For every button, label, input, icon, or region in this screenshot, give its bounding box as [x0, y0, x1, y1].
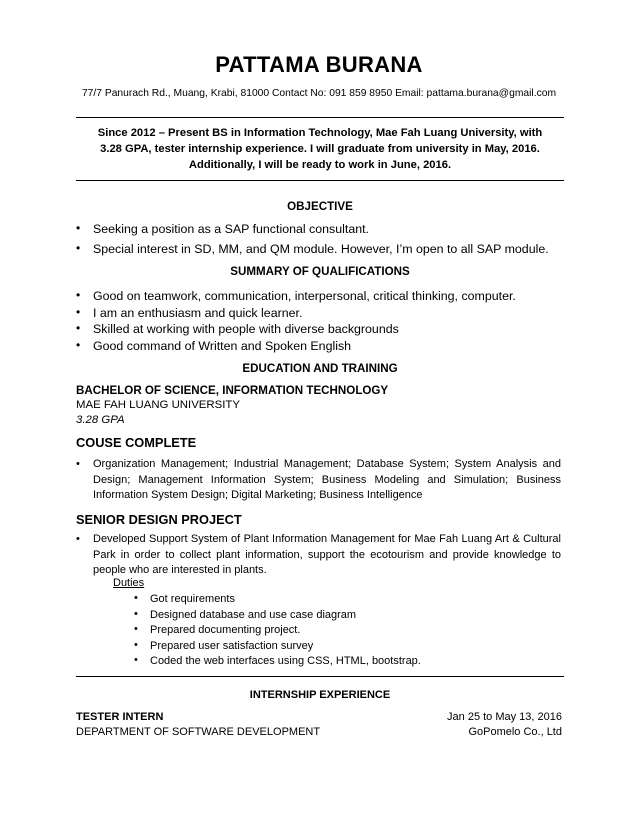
degree-title: BACHELOR OF SCIENCE, INFORMATION TECHNOLOGY — [76, 384, 389, 397]
candidate-name: PATTAMA BURANA — [215, 52, 423, 77]
bullet-icon: • — [76, 458, 80, 470]
bullet-icon: • — [134, 623, 138, 635]
gpa-value: 3.28 GPA — [76, 414, 125, 426]
bullet-icon: • — [134, 639, 138, 651]
university-name: MAE FAH LUANG UNIVERSITY — [76, 399, 240, 411]
duties-label: Duties — [113, 577, 145, 589]
bullet-icon: • — [76, 321, 81, 335]
internship-company: GoPomelo Co., Ltd — [468, 726, 562, 738]
bullet-icon: • — [76, 288, 81, 302]
internship-department: DEPARTMENT OF SOFTWARE DEVELOPMENT — [76, 726, 321, 738]
bullet-icon: • — [134, 654, 138, 666]
internship-role: TESTER INTERN — [76, 711, 164, 723]
bullet-icon: • — [76, 338, 81, 352]
bullet-icon: • — [76, 305, 81, 319]
courses-heading: COUSE COMPLETE — [76, 435, 197, 450]
internship-heading: INTERNSHIP EXPERIENCE — [249, 689, 391, 701]
top-divider — [76, 117, 564, 118]
summary-divider — [76, 180, 564, 181]
contact-line: 77/7 Panurach Rd., Muang, Krabi, 81000 Contact No: 091 859 8950 Email: pattama.burana@gmail.com — [81, 88, 557, 99]
courses-list: Organization Management; Industrial Management; Database System; System Analysis and Design; Management Information System; Business Modeling and Simulation; Business Information System Design; Digital Marketing; Business Intelligence — [93, 458, 561, 501]
internship-dates: Jan 25 to May 13, 2016 — [447, 711, 562, 723]
bullet-icon: • — [76, 241, 81, 255]
bullet-icon: • — [134, 608, 138, 620]
bullet-icon: • — [76, 533, 80, 545]
summary-block — [76, 125, 564, 173]
internship-divider — [76, 676, 564, 677]
senior-project-heading: SENIOR DESIGN PROJECT — [76, 512, 242, 527]
objective-heading: OBJECTIVE — [287, 200, 353, 213]
resume-page: PATTAMA BURANA 77/7 Panurach Rd., Muang, Krabi, 81000 Contact No: 091 859 8950 Email: pattama.burana@gmail.com Since 2012 – Present BS in Information Technology, Mae Fah Luang University, with 3.28 GPA, tester internship experience. I will graduate from university in May, 2016. Additionally, I will be ready to work in June, 2016. OBJECTIVE • Seeking a position as a SAP functional consultant. • Special interest in SD, MM, and QM module. However, I’m open to all SAP module. SUMMARY OF QUALIFICATIONS • Good on teamwork, communication, interpersonal, critical thinking, computer. • I am an enthusiasm and quick learner. • Skilled at working with people with diverse backgrounds • Good command of Written and Spoken English EDUCATION AND TRAINING BACHELOR OF SCIENCE, INFORMATION TECHNOLOGY MAE FAH LUANG UNIVERSITY 3.28 GPA COUSE COMPLETE • Organization Management; Industrial Management; Database System; System Analysis and Design; Management Information System; Business Modeling and Simulation; Business Information System Design; Digital Marketing; Business Intelligence SENIOR DESIGN PROJECT • Developed Support System of Plant Information Management for Mae Fah Luang Art & Cultural Park in order to collect plant information, support the ecotourism and provide knowledge to people who are interested in plants. Duties • Got requirements • Designed database and use case diagram • Prepared documenting project. • Prepared user satisfaction survey • Coded the web interfaces using CSS, HTML, bootstrap. INTERNSHIP EXPERIENCE TESTER INTERN Jan 25 to May 13, 2016 DEPARTMENT OF SOFTWARE DEVELOPMENT GoPomelo Co., Ltd — [0, 0, 638, 826]
summary-line-3: Additionally, I will be ready to work in June, 2016. — [188, 159, 452, 171]
bullet-icon: • — [76, 221, 81, 235]
summary-line-1: Since 2012 – Present BS in Information Technology, Mae Fah Luang University, with — [97, 127, 543, 139]
bullet-icon: • — [134, 592, 138, 604]
education-heading: EDUCATION AND TRAINING — [242, 362, 398, 375]
qualifications-heading: SUMMARY OF QUALIFICATIONS — [230, 265, 410, 278]
project-description: Developed Support System of Plant Information Management for Mae Fah Luang Art & Cultural Park in order to collect plant information, support the ecotourism and provide knowledge to people who are interested in plants. — [93, 533, 561, 576]
summary-line-2: 3.28 GPA, tester internship experience. I will graduate from university in May, 2016. — [100, 143, 540, 155]
